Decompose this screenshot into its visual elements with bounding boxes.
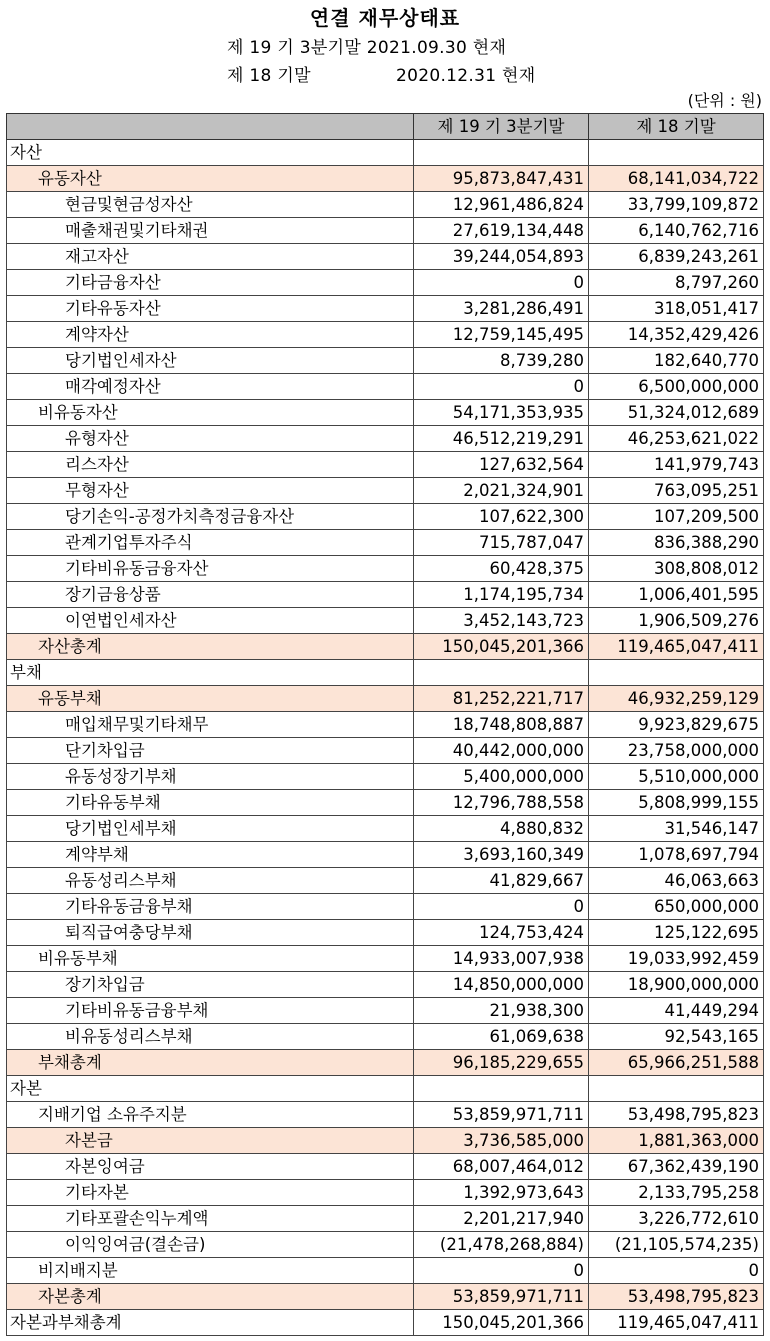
account-name: 퇴직급여충당부채 xyxy=(7,920,414,946)
amount-current: 3,452,143,723 xyxy=(414,608,589,634)
amount-current: 3,736,585,000 xyxy=(414,1128,589,1154)
account-name: 기타유동자산 xyxy=(7,296,414,322)
unit-label: (단위 : 원) xyxy=(687,91,762,110)
amount-current: 12,759,145,495 xyxy=(414,322,589,348)
table-row xyxy=(7,504,764,530)
account-name: 기타포괄손익누계액 xyxy=(7,1206,414,1232)
account-name: 무형자산 xyxy=(7,478,414,504)
table-row xyxy=(7,790,764,816)
table-row xyxy=(7,192,764,218)
amount-current: 150,045,201,366 xyxy=(414,634,589,660)
account-name: 자본총계 xyxy=(7,1284,414,1310)
account-name: 기타비유동금융부채 xyxy=(7,998,414,1024)
amount-prior: 763,095,251 xyxy=(589,478,764,504)
table-row xyxy=(7,1180,764,1206)
account-name: 당기법인세부채 xyxy=(7,816,414,842)
amount-current: 96,185,229,655 xyxy=(414,1050,589,1076)
amount-prior: 31,546,147 xyxy=(589,816,764,842)
account-name: 비유동자산 xyxy=(7,400,414,426)
table-row xyxy=(7,166,764,192)
table-row xyxy=(7,1076,764,1102)
table-row xyxy=(7,868,764,894)
amount-prior: 41,449,294 xyxy=(589,998,764,1024)
account-name: 기타금융자산 xyxy=(7,270,414,296)
amount-current: 46,512,219,291 xyxy=(414,426,589,452)
amount-prior: 8,797,260 xyxy=(589,270,764,296)
amount-current: 0 xyxy=(414,270,589,296)
table-row xyxy=(7,816,764,842)
amount-prior: 68,141,034,722 xyxy=(589,166,764,192)
amount-current: 81,252,221,717 xyxy=(414,686,589,712)
table-row xyxy=(7,556,764,582)
amount-prior: 119,465,047,411 xyxy=(589,1310,764,1336)
table-row xyxy=(7,894,764,920)
account-name: 유동성리스부채 xyxy=(7,868,414,894)
account-name: 기타유동금융부채 xyxy=(7,894,414,920)
amount-prior: 67,362,439,190 xyxy=(589,1154,764,1180)
account-name: 비지배지분 xyxy=(7,1258,414,1284)
account-name: 장기차입금 xyxy=(7,972,414,998)
table-row xyxy=(7,296,764,322)
amount-prior: 308,808,012 xyxy=(589,556,764,582)
amount-current: 41,829,667 xyxy=(414,868,589,894)
account-name: 유형자산 xyxy=(7,426,414,452)
amount-current: 4,880,832 xyxy=(414,816,589,842)
table-row xyxy=(7,1206,764,1232)
account-name: 부채 xyxy=(7,660,414,686)
table-row xyxy=(7,1258,764,1284)
amount-prior: 65,966,251,588 xyxy=(589,1050,764,1076)
account-name: 비유동부채 xyxy=(7,946,414,972)
amount-current: 39,244,054,893 xyxy=(414,244,589,270)
amount-current: 127,632,564 xyxy=(414,452,589,478)
table-row xyxy=(7,218,764,244)
table-row xyxy=(7,738,764,764)
amount-current: 95,873,847,431 xyxy=(414,166,589,192)
account-name: 계약자산 xyxy=(7,322,414,348)
table-row xyxy=(7,530,764,556)
amount-prior: 650,000,000 xyxy=(589,894,764,920)
amount-current: 3,281,286,491 xyxy=(414,296,589,322)
amount-prior: 1,881,363,000 xyxy=(589,1128,764,1154)
period-prior-date: 2020.12.31 현재 xyxy=(396,66,536,86)
table-row xyxy=(7,998,764,1024)
table-row xyxy=(7,1232,764,1258)
header-account xyxy=(7,114,414,140)
account-name: 당기손익-공정가치측정금융자산 xyxy=(7,504,414,530)
table-row xyxy=(7,764,764,790)
amount-prior: 125,122,695 xyxy=(589,920,764,946)
amount-current: 1,392,973,643 xyxy=(414,1180,589,1206)
table-row xyxy=(7,140,764,166)
amount-current: 61,069,638 xyxy=(414,1024,589,1050)
amount-prior: 9,923,829,675 xyxy=(589,712,764,738)
amount-current: 5,400,000,000 xyxy=(414,764,589,790)
amount-prior: 33,799,109,872 xyxy=(589,192,764,218)
account-name: 기타유동부채 xyxy=(7,790,414,816)
account-name: 현금및현금성자산 xyxy=(7,192,414,218)
balance-sheet-table xyxy=(6,113,764,1336)
amount-prior: 836,388,290 xyxy=(589,530,764,556)
amount-prior: 1,078,697,794 xyxy=(589,842,764,868)
table-row xyxy=(7,400,764,426)
account-name: 자산 xyxy=(7,140,414,166)
account-name: 유동성장기부채 xyxy=(7,764,414,790)
amount-current: 107,622,300 xyxy=(414,504,589,530)
amount-prior: 46,253,621,022 xyxy=(589,426,764,452)
account-name: 당기법인세자산 xyxy=(7,348,414,374)
amount-current: (21,478,268,884) xyxy=(414,1232,589,1258)
table-row xyxy=(7,374,764,400)
amount-prior: 182,640,770 xyxy=(589,348,764,374)
table-header-row xyxy=(7,114,764,140)
amount-prior: 107,209,500 xyxy=(589,504,764,530)
amount-current xyxy=(414,1076,589,1102)
account-name: 이연법인세자산 xyxy=(7,608,414,634)
account-name: 기타자본 xyxy=(7,1180,414,1206)
account-name: 매출채권및기타채권 xyxy=(7,218,414,244)
account-name: 매입채무및기타채무 xyxy=(7,712,414,738)
account-name: 유동자산 xyxy=(7,166,414,192)
account-name: 자본금 xyxy=(7,1128,414,1154)
amount-current: 2,021,324,901 xyxy=(414,478,589,504)
account-name: 계약부채 xyxy=(7,842,414,868)
amount-current: 54,171,353,935 xyxy=(414,400,589,426)
account-name: 매각예정자산 xyxy=(7,374,414,400)
account-name: 기타비유동금융자산 xyxy=(7,556,414,582)
table-row xyxy=(7,270,764,296)
table-row xyxy=(7,1310,764,1336)
amount-current: 21,938,300 xyxy=(414,998,589,1024)
table-row xyxy=(7,1154,764,1180)
table-row xyxy=(7,322,764,348)
table-row xyxy=(7,634,764,660)
amount-current: 14,850,000,000 xyxy=(414,972,589,998)
table-row xyxy=(7,582,764,608)
account-name: 유동부채 xyxy=(7,686,414,712)
amount-current: 12,961,486,824 xyxy=(414,192,589,218)
account-name: 리스자산 xyxy=(7,452,414,478)
account-name: 자본잉여금 xyxy=(7,1154,414,1180)
amount-current: 18,748,808,887 xyxy=(414,712,589,738)
table-row xyxy=(7,348,764,374)
table-row xyxy=(7,608,764,634)
amount-prior: 23,758,000,000 xyxy=(589,738,764,764)
amount-prior: 5,510,000,000 xyxy=(589,764,764,790)
amount-prior: 51,324,012,689 xyxy=(589,400,764,426)
amount-prior: 141,979,743 xyxy=(589,452,764,478)
table-row xyxy=(7,426,764,452)
table-row xyxy=(7,1024,764,1050)
amount-prior xyxy=(589,660,764,686)
table-row xyxy=(7,1128,764,1154)
amount-current: 1,174,195,734 xyxy=(414,582,589,608)
amount-prior: 14,352,429,426 xyxy=(589,322,764,348)
amount-current: 0 xyxy=(414,374,589,400)
amount-current: 0 xyxy=(414,1258,589,1284)
amount-current: 3,693,160,349 xyxy=(414,842,589,868)
amount-current: 60,428,375 xyxy=(414,556,589,582)
amount-current: 2,201,217,940 xyxy=(414,1206,589,1232)
period-current: 제 19 기 3분기말 2021.09.30 현재 xyxy=(227,38,507,58)
amount-prior: 46,063,663 xyxy=(589,868,764,894)
amount-current: 40,442,000,000 xyxy=(414,738,589,764)
amount-prior: 6,500,000,000 xyxy=(589,374,764,400)
header-current-period: 제 19 기 3분기말 xyxy=(414,114,589,140)
account-name: 관계기업투자주식 xyxy=(7,530,414,556)
account-name: 재고자산 xyxy=(7,244,414,270)
amount-prior: 5,808,999,155 xyxy=(589,790,764,816)
table-row xyxy=(7,244,764,270)
amount-current xyxy=(414,140,589,166)
header-prior-period: 제 18 기말 xyxy=(589,114,764,140)
amount-prior: 46,932,259,129 xyxy=(589,686,764,712)
period-prior xyxy=(227,61,536,86)
amount-prior: 0 xyxy=(589,1258,764,1284)
amount-prior: 53,498,795,823 xyxy=(589,1102,764,1128)
amount-prior: 6,839,243,261 xyxy=(589,244,764,270)
account-name: 단기차입금 xyxy=(7,738,414,764)
account-name: 장기금융상품 xyxy=(7,582,414,608)
page-title: 연결 재무상태표 xyxy=(309,6,461,30)
amount-current: 27,619,134,448 xyxy=(414,218,589,244)
account-name: 지배기업 소유주지분 xyxy=(7,1102,414,1128)
table-row xyxy=(7,712,764,738)
amount-current: 53,859,971,711 xyxy=(414,1284,589,1310)
amount-current: 53,859,971,711 xyxy=(414,1102,589,1128)
account-name: 이익잉여금(결손금) xyxy=(7,1232,414,1258)
amount-prior: 53,498,795,823 xyxy=(589,1284,764,1310)
account-name: 자본 xyxy=(7,1076,414,1102)
table-row xyxy=(7,946,764,972)
amount-prior: 19,033,992,459 xyxy=(589,946,764,972)
table-body xyxy=(7,140,764,1336)
table-row xyxy=(7,686,764,712)
amount-prior: 3,226,772,610 xyxy=(589,1206,764,1232)
account-name: 자산총계 xyxy=(7,634,414,660)
table-row xyxy=(7,478,764,504)
amount-current: 8,739,280 xyxy=(414,348,589,374)
table-row xyxy=(7,842,764,868)
amount-prior: 18,900,000,000 xyxy=(589,972,764,998)
amount-prior: 92,543,165 xyxy=(589,1024,764,1050)
amount-current: 715,787,047 xyxy=(414,530,589,556)
account-name: 부채총계 xyxy=(7,1050,414,1076)
amount-current xyxy=(414,660,589,686)
table-row xyxy=(7,452,764,478)
amount-prior: 6,140,762,716 xyxy=(589,218,764,244)
period-prior-label: 제 18 기말 xyxy=(227,66,311,86)
table-row xyxy=(7,660,764,686)
amount-current: 12,796,788,558 xyxy=(414,790,589,816)
table-row xyxy=(7,1102,764,1128)
amount-prior xyxy=(589,1076,764,1102)
amount-current: 150,045,201,366 xyxy=(414,1310,589,1336)
amount-prior: (21,105,574,235) xyxy=(589,1232,764,1258)
amount-current: 68,007,464,012 xyxy=(414,1154,589,1180)
account-name: 자본과부채총계 xyxy=(7,1310,414,1336)
table-row xyxy=(7,1284,764,1310)
account-name: 비유동성리스부채 xyxy=(7,1024,414,1050)
table-row xyxy=(7,972,764,998)
amount-prior: 1,006,401,595 xyxy=(589,582,764,608)
amount-prior: 2,133,795,258 xyxy=(589,1180,764,1206)
amount-current: 14,933,007,938 xyxy=(414,946,589,972)
table-row xyxy=(7,1050,764,1076)
table-row xyxy=(7,920,764,946)
amount-prior: 1,906,509,276 xyxy=(589,608,764,634)
amount-current: 0 xyxy=(414,894,589,920)
amount-prior: 318,051,417 xyxy=(589,296,764,322)
amount-prior: 119,465,047,411 xyxy=(589,634,764,660)
amount-prior xyxy=(589,140,764,166)
amount-current: 124,753,424 xyxy=(414,920,589,946)
